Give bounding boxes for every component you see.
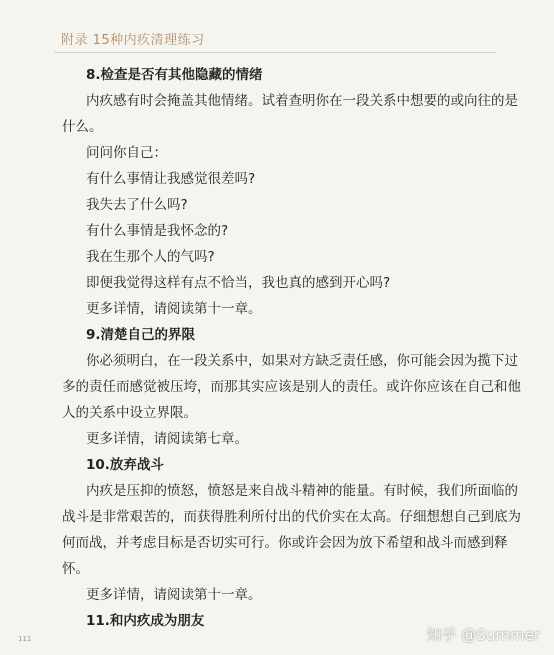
page-body — [62, 62, 521, 634]
header-divider — [54, 52, 496, 53]
chapter-reference: 更多详情，请阅读第七章。 — [86, 431, 248, 447]
question-line: 有什么事情让我感觉很差吗? — [86, 171, 256, 187]
section-heading-8: 8.检查是否有其他隐藏的情绪 — [86, 67, 263, 83]
paragraph-line: 何而战，并考虑目标是否切实可行。你或许会因为放下希望和战斗而感到释 — [62, 535, 508, 551]
section-heading-9: 9.清楚自己的界限 — [86, 327, 196, 343]
question-line: 我失去了什么吗? — [86, 197, 188, 213]
paragraph-line: 战斗是非常艰苦的，而获得胜利所付出的代价实在太高。仔细想想自己到底为 — [62, 509, 521, 525]
paragraph-line: 人的关系中设立界限。 — [62, 405, 197, 421]
chapter-reference: 更多详情，请阅读第十一章。 — [86, 587, 262, 603]
section-heading-10: 10.放弃战斗 — [86, 457, 164, 473]
paragraph-line: 怀。 — [62, 561, 89, 577]
section-heading-11: 11.和内疚成为朋友 — [86, 613, 205, 629]
chapter-reference: 更多详情，请阅读第十一章。 — [86, 301, 262, 317]
question-line: 我在生那个人的气吗? — [86, 249, 215, 265]
question-line: 即便我觉得这样有点不恰当，我也真的感到开心吗? — [86, 275, 391, 291]
paragraph-line: 多的责任而感觉被压垮，而那其实应该是别人的责任。或许你应该在自己和他 — [62, 379, 521, 395]
paragraph-line: 问问你自己： — [86, 145, 167, 161]
page-number: 111 — [18, 635, 32, 643]
paragraph-line: 你必须明白，在一段关系中，如果对方缺乏责任感，你可能会因为揽下过 — [86, 353, 518, 369]
watermark: 知乎 @Summer — [426, 626, 540, 644]
paragraph-line: 内疚是压抑的愤怒，愤怒是来自战斗精神的能量。有时候，我们所面临的 — [86, 483, 518, 499]
paragraph-line: 内疚感有时会掩盖其他情绪。试着查明你在一段关系中想要的或向往的是 — [86, 93, 518, 109]
paragraph-line: 什么。 — [62, 119, 103, 135]
running-header: 附录 15种内疚清理练习 — [61, 33, 205, 48]
question-line: 有什么事情是我怀念的? — [86, 223, 229, 239]
